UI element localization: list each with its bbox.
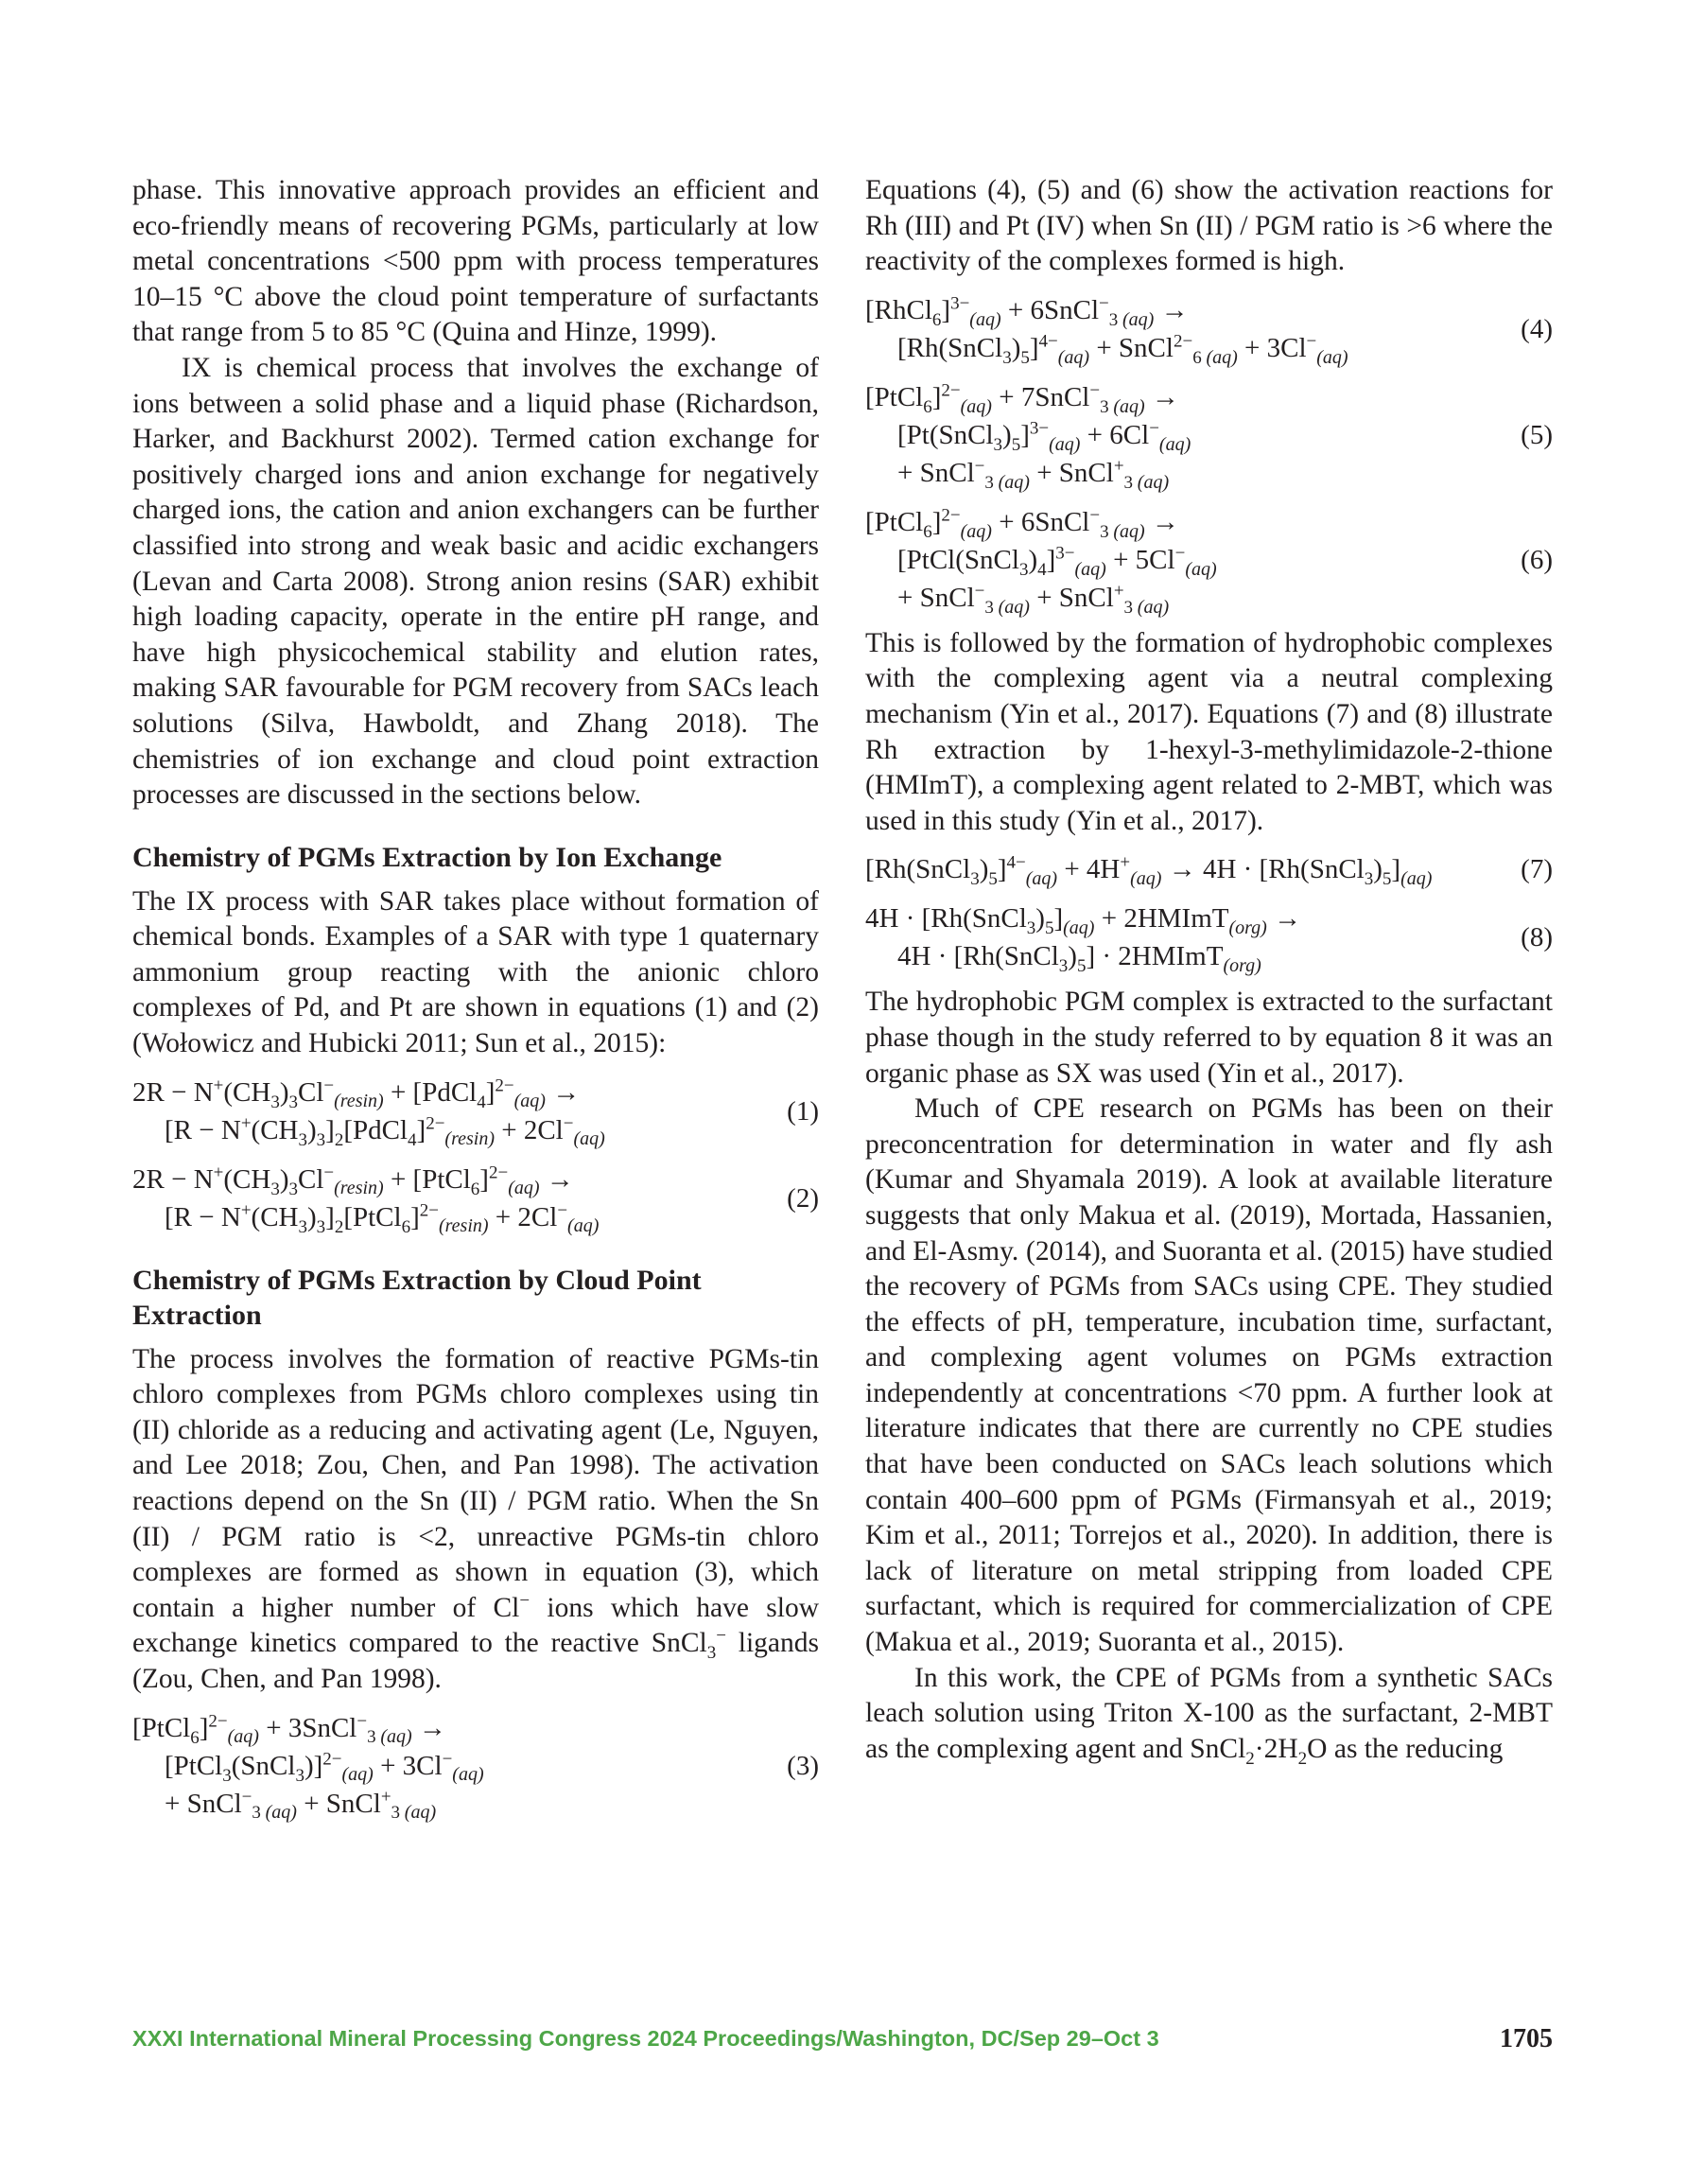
equation-8: $4H \cdot [Rh(SnCl_3)_5]_{(aq)}$ + 2HMImT$_{(org)}$ → $4H \cdot [Rh(SnCl_3)_5]$ · 2HMImT$_{(org)}$ (8) xyxy=(865,903,1553,977)
page-number: 1705 xyxy=(1500,2024,1553,2053)
left-paragraph-3: The IX process with SAR takes place without formation of chemical bonds. Examples of a SAR with type 1 quaternary ammonium group reacting with the anionic chloro complexes of Pd, and Pt are shown in equations (1) and (2) (Wołowicz and Hubicki 2011; Sun et al., 2015): xyxy=(132,885,819,1059)
equation-number: (5) xyxy=(1521,419,1553,450)
equation-7: $[Rh(SnCl_3)_5]^{4-}_{(aq)} + 4H^+_{(aq)} \to 4H$ · $[Rh(SnCl_3)_5]_{(aq)}$ (7) xyxy=(865,850,1553,888)
equation-number: (3) xyxy=(787,1750,819,1781)
equation-number: (6) xyxy=(1521,544,1553,575)
equation-6: [PtCl$_6$]$^{2-}_{(aq)}$ + 6SnCl−$_{3 (aq)}$ → $[PtCl(SnCl_3)_4]^{3-}_{(aq)} + 5Cl^-_{(aq)}$ + SnCl−$_{3 (aq)}$ + SnCl+$_{3 (aq)}$ (6) xyxy=(865,505,1553,618)
right-paragraph-4: Much of CPE research on PGMs has been on their preconcentration for determination in water and fly ash (Kumar and Shyamala 2019). A look at available literature suggests that only Makua et al. (2019), Mortada, Hassanien, and El-Asmy. (2014), and Suoranta et al. (2015) have studied the recovery of PGMs from SACs using CPE. They studied the effects of pH, temperature, incubation time, surfactant, and complexing agent volumes on PGMs extraction independently at concentrations <70 ppm. A further look at literature indicates that there are currently no CPE studies that have been conducted on SACs leach solutions which contain 400–600 ppm of PGMs (Firmansyah et al., 2019; Kim et al., 2011; Torrejos et al., 2020). In addition, there is lack of literature on metal stripping from loaded CPE surfactant, which is required for commercialization of CPE (Makua et al., 2019; Suoranta et al., 2015). xyxy=(865,1093,1553,1658)
equation-5: [PtCl$_6$]$^{2-}_{(aq)}$ + 7SnCl−$_{3 (aq)}$ → $[Pt(SnCl_3)_5]^{3-}_{(aq)} + 6Cl^-_{(aq)}$ + SnCl−$_{3 (aq)}$ + SnCl+$_{3 (aq)}$ (5) xyxy=(865,380,1553,493)
left-paragraph-2: IX is chemical process that involves the exchange of ions between a solid phase and a liquid phase (Richardson, Harker, and Backhurst 2002). Termed cation exchange for positively charged ions and anion exchange for negatively charged ions, the cation and anion exchangers can be further classified into strong and weak basic and acidic exchangers (Levan and Carta 2008). Strong anion resins (SAR) exhibit high loading capacity, operate in the entire pH range, and have high physicochemical stability and elution rates, making SAR favourable for PGM recovery from SACs leach solutions (Silva, Hawboldt, and Zhang 2018). The chemistries of ion exchange and cloud point extraction processes are discussed in the sections below. xyxy=(132,352,819,811)
equation-number: (1) xyxy=(787,1095,819,1127)
equation-2: $2R - N^+(CH_3)_3Cl^-_{(resin)}$ + [PtCl$_6$]$^{2-}_{(aq)}$ → $[R - N^+(CH_3)_3]_2[PtCl_6]^{2-}_{(resin)} + 2Cl^-_{(aq)}$ (2) xyxy=(132,1162,819,1237)
equation-4: [RhCl$_6$]$^{3-}_{(aq)}$ + 6SnCl−$_{3 (aq)}$ → $[Rh(SnCl_3)_5]^{4-}_{(aq)}$ + SnCl$^{2-}_{6 (aq)}$ + $3Cl^-_{(aq)}$ (4) xyxy=(865,293,1553,368)
equation-number: (4) xyxy=(1521,313,1553,344)
conference-title: XXXI International Mineral Processing Congress 2024 Proceedings/Washington, DC/Sep 29–Oct 3 xyxy=(132,2026,1159,2051)
equation-number: (8) xyxy=(1521,922,1553,953)
right-paragraph-3: The hydrophobic PGM complex is extracted to the surfactant phase though in the study referred to by equation 8 it was an organic phase as SX was used (Yin et al., 2017). xyxy=(865,987,1553,1089)
right-paragraph-5: In this work, the CPE of PGMs from a synthetic SACs leach solution using Triton X-100 as the surfactant, 2-MBT as the complexing agent and $SnCl_2\cdot 2H_2O$ as the reducing xyxy=(865,1662,1553,1769)
page-footer xyxy=(132,2026,1553,2064)
equation-number: (2) xyxy=(787,1182,819,1214)
equation-number: (7) xyxy=(1521,854,1553,885)
right-paragraph-2: This is followed by the formation of hydrophobic complexes with the complexing agent via a neutral complexing mechanism (Yin et al., 2017). Equations (7) and (8) illustrate Rh extraction by 1-hexyl-3-methylimidazole-2-thione (HMImT), a complexing agent related to 2-MBT, which was used in this study (Yin et al., 2017). xyxy=(865,627,1553,836)
section-heading-cloud-point: Chemistry of PGMs Extraction by Cloud Point Extraction xyxy=(132,1264,702,1331)
left-paragraph-4: The process involves the formation of reactive PGMs-tin chloro complexes from PGMs chloro complexes using tin (II) chloride as a reducing and activating agent (Le, Nguyen, and Lee 2018; Zou, Chen, and Pan 1998). The activation reactions depend on the Sn (II) / PGM ratio. When the Sn (II) / PGM ratio is <2, unreactive PGMs-tin chloro complexes are formed as shown in equation (3), which contain a higher number of Cl− ions which have slow exchange kinetics compared to the reactive SnCl$_3$− ligands (Zou, Chen, and Pan 1998). xyxy=(132,1343,819,1694)
left-column xyxy=(132,173,819,1832)
left-paragraph-1: phase. This innovative approach provides an efficient and eco-friendly means of recovering PGMs, particularly at low metal concentrations <500 ppm with process temperatures 10–15 °C above the cloud point temperature of surfactants that range from 5 to 85 °C (Quina and Hinze, 1999). xyxy=(132,175,819,348)
equation-3: [PtCl$_6$]$^{2-}_{(aq)}$ + 3SnCl−$_{3 (aq)}$ → [PtCl$_3$(SnCl$_3$)]$^{2-}_{(aq)}$ + $3Cl^-_{(aq)}$ + SnCl−$_{3 (aq)}$ + SnCl+$_{3 (aq)}$ (3) xyxy=(132,1710,819,1824)
section-heading-ion-exchange: Chemistry of PGMs Extraction by Ion Exchange xyxy=(132,841,722,873)
right-paragraph-1: Equations (4), (5) and (6) show the activation reactions for Rh (III) and Pt (IV) when Sn (II) / PGM ratio is >6 where the reactivity of the complexes formed is high. xyxy=(865,175,1553,277)
right-column xyxy=(865,173,1553,1767)
equation-1: $2R - N^+(CH_3)_3Cl^-_{(resin)}$ + [PdCl$_4$]$^{2-}_{(aq)}$ → $[R - N^+(CH_3)_3]_2[PdCl_4]^{2-}_{(resin)} + 2Cl^-_{(aq)}$ (1) xyxy=(132,1075,819,1150)
